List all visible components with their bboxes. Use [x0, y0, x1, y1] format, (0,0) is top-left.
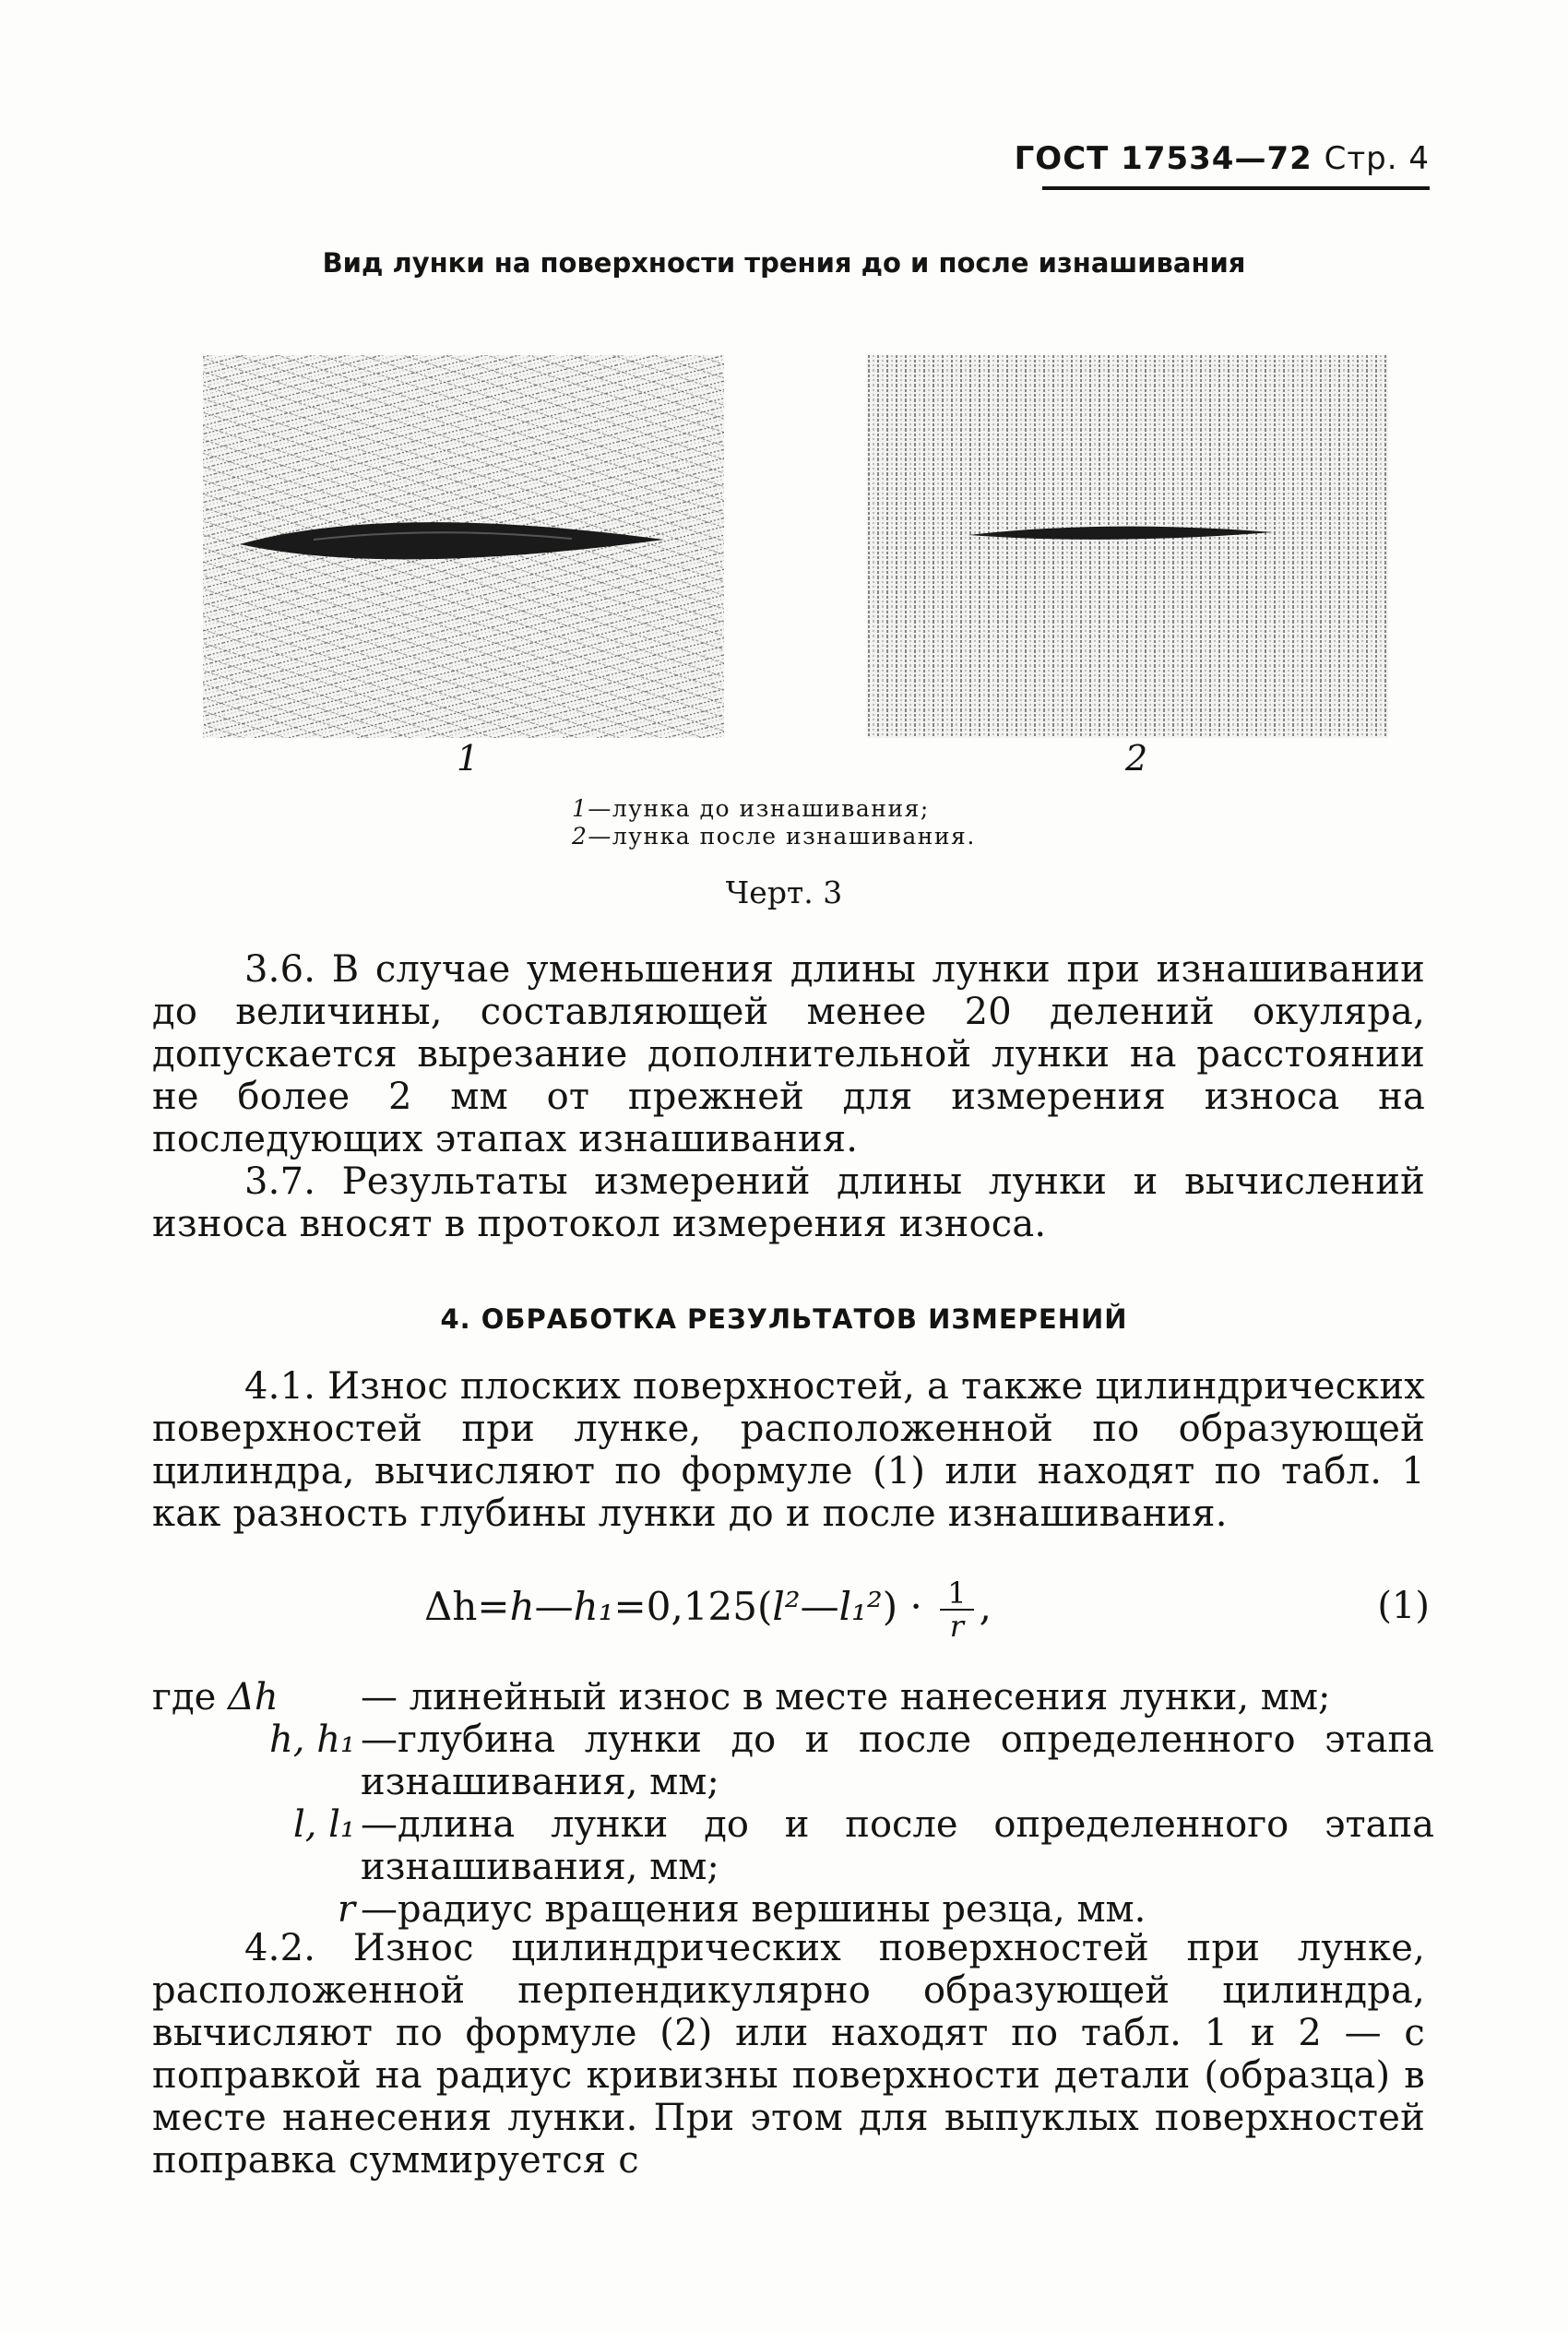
standard-code: ГОСТ 17534—72 — [1014, 140, 1313, 177]
paragraph-3-6: 3.6. В случае уменьшения длины лунки при изнашивании до величины, составляющей менее 20 делений окуляра, допускается вырезание дополнительной лунки на расстоянии не более 2 мм от прежней для измерения износа на последующих этапах изнашивания. — [152, 948, 1425, 1160]
paragraph-4-2-block — [152, 1927, 1425, 2182]
worn-surface-photo-with-short-hole-icon — [867, 355, 1388, 738]
definition-item: где Δh — линейный износ в месте нанесения лунки, мм; — [152, 1676, 1331, 1719]
definition-item: r —радиус вращения вершины резца, мм. — [337, 1888, 1146, 1931]
photo-number-1: 1 — [457, 738, 480, 779]
page-header — [1015, 140, 1430, 177]
header-rule — [1042, 186, 1430, 190]
definition-item: l, l₁ —длина лунки до и после определенного этапа изнашивания, мм; — [292, 1803, 1434, 1888]
paragraph-4-1-block — [152, 1365, 1425, 1535]
legend-item: 1—лунка до изнашивания; — [572, 795, 930, 822]
photo-hole-before-wear — [203, 355, 724, 738]
page-number: Стр. 4 — [1324, 140, 1430, 177]
legend-item: 2—лунка после изнашивания. — [572, 823, 976, 850]
worn-surface-photo-with-long-hole-icon — [203, 355, 724, 738]
definitions-list — [152, 1676, 1434, 1931]
figure-title: Вид лунки на поверхности трения до и после изнашивания — [322, 247, 1246, 279]
formula-1: Δh=h—h₁=0,125(l²—l₁²) · $\frac{1}{r}$ , — [424, 1576, 992, 1644]
figure-legend — [572, 795, 976, 850]
paragraph-3-7: 3.7. Результаты измерений длины лунки и вычислений износа вносят в протокол измерения износа. — [152, 1160, 1425, 1245]
section-title: 4. ОБРАБОТКА РЕЗУЛЬТАТОВ ИЗМЕРЕНИЙ — [440, 1303, 1128, 1335]
paragraphs-3-6-3-7 — [152, 948, 1425, 1245]
photo-hole-after-wear — [867, 355, 1388, 738]
photo-number-2: 2 — [1125, 738, 1148, 779]
paragraph-4-1: 4.1. Износ плоских поверхностей, а также цилиндрических поверхностей при лунке, расположенной по образующей цилиндра, вычисляют по формуле (1) или находят по табл. 1 как разность глубины лунки до и после изнашивания. — [152, 1365, 1425, 1535]
paragraph-4-2: 4.2. Износ цилиндрических поверхностей при лунке, расположенной перпендикулярно образующей цилиндра, вычисляют по формуле (2) или находят по табл. 1 и 2 — с поправкой на радиус кривизны поверхности детали (образца) в месте нанесения лунки. При этом для выпуклых поверхностей поправка суммируется с — [152, 1927, 1425, 2182]
equation-number: (1) — [1377, 1585, 1430, 1627]
fraction: $\frac{1}{r}$ — [940, 1577, 973, 1642]
figure-caption: Черт. 3 — [725, 874, 843, 910]
definition-item: h, h₁ —глубина лунки до и после определенного этапа изнашивания, мм; — [269, 1719, 1434, 1803]
